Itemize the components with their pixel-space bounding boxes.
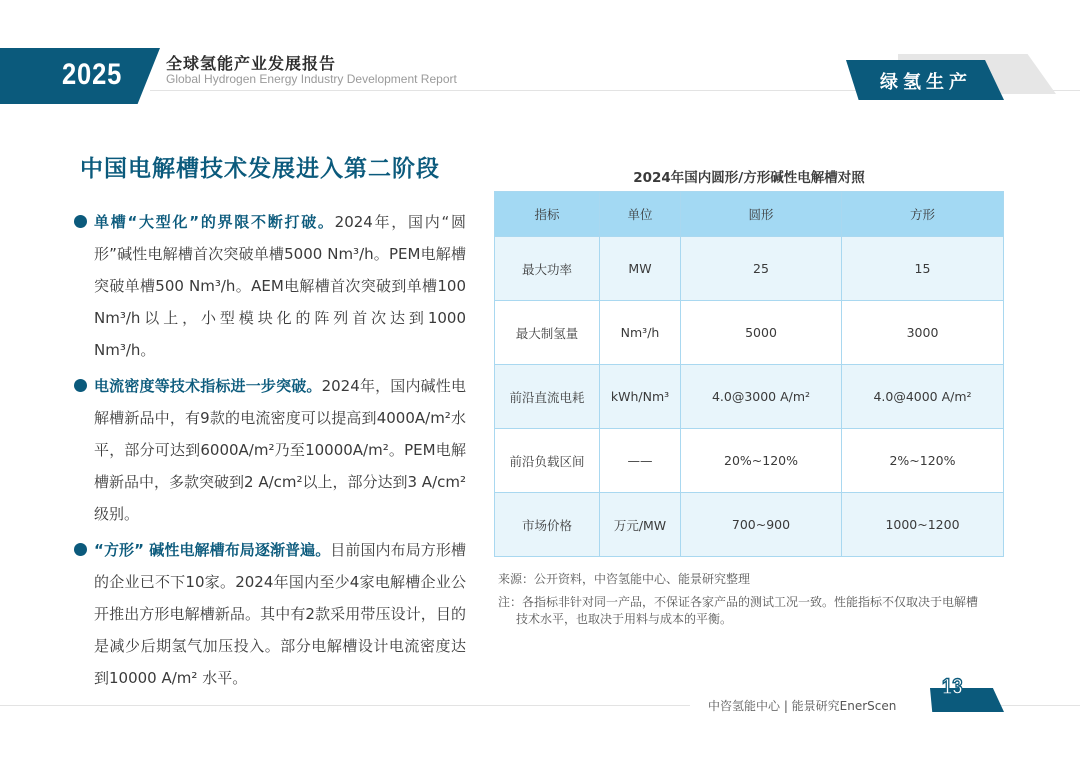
section-tag-label: 绿氢生产 [880, 72, 972, 93]
table-note-line1: 注：各指标非针对同一产品，不保证各家产品的测试工况一致。性能指标不仅取决于电解槽 [498, 595, 979, 609]
bullet-dot-icon [74, 379, 87, 392]
table-row [495, 493, 1004, 557]
cell-indicator: 市场价格 [495, 493, 600, 557]
cell-round: 20%~120% [681, 429, 842, 493]
cell-square: 2%~120% [842, 429, 1004, 493]
cell-unit: Nm³/h [600, 301, 681, 365]
cell-unit: MW [600, 237, 681, 301]
cell-indicator: 前沿负载区间 [495, 429, 600, 493]
col-header-square: 方形 [842, 192, 1004, 237]
table-note-line2: 技术水平，也取决于用料与成本的平衡。 [516, 612, 733, 626]
bullet-lead: 单槽“大型化”的界限不断打破。 [94, 213, 335, 231]
footer-org: 中咨氢能中心 | 能景研究EnerScen [708, 699, 897, 713]
cell-indicator: 最大制氢量 [495, 301, 600, 365]
table-row [495, 237, 1004, 301]
bullet-item [76, 206, 466, 366]
cell-unit: 万元/MW [600, 493, 681, 557]
bullet-dot-icon [74, 215, 87, 228]
cell-round: 25 [681, 237, 842, 301]
cell-unit: —— [600, 429, 681, 493]
footer-divider-right [1000, 705, 1080, 706]
cell-square: 4.0@4000 A/m² [842, 365, 1004, 429]
table-row [495, 429, 1004, 493]
bullet-lead: 电流密度等技术指标进一步突破。 [94, 377, 322, 395]
bullet-item [76, 370, 466, 530]
bullet-item [76, 534, 466, 694]
footer-divider-left [0, 705, 690, 706]
table-title: 2024年国内圆形/方形碱性电解槽对照 [633, 170, 865, 186]
table-note [498, 594, 1008, 628]
table-row [495, 365, 1004, 429]
table-source: 来源：公开资料，中咨氢能中心、能景研究整理 [498, 572, 751, 586]
bullet-list [76, 206, 466, 694]
cell-indicator: 前沿直流电耗 [495, 365, 600, 429]
bullet-lead: “方形” 碱性电解槽布局逐渐普遍。 [94, 541, 331, 559]
cell-round: 5000 [681, 301, 842, 365]
bullet-body: 目前国内布局方形槽的企业已不下10家。2024年国内至少4家电解槽企业公开推出方形电解槽新品。其中有2款采用带压设计，目的是减少后期氢气加压投入。部分电解槽设计电流密度达到10000 A/m² 水平。 [94, 541, 466, 687]
col-header-round: 圆形 [681, 192, 842, 237]
page-heading: 中国电解槽技术发展进入第二阶段 [80, 156, 440, 182]
cell-indicator: 最大功率 [495, 237, 600, 301]
cell-square: 3000 [842, 301, 1004, 365]
cell-square: 1000~1200 [842, 493, 1004, 557]
bullet-body: 2024年，国内碱性电解槽新品中，有9款的电流密度可以提高到4000A/m²水平，部分可达到6000A/m²乃至10000A/m²。PEM电解槽新品中，多款突破到2 A/cm²以上，部分达到3 A/cm²级别。 [94, 377, 466, 523]
page-number: 13 [941, 674, 963, 699]
col-header-indicator: 指标 [495, 192, 600, 237]
cell-round: 4.0@3000 A/m² [681, 365, 842, 429]
report-title-en: Global Hydrogen Energy Industry Development Report [166, 72, 457, 86]
comparison-table [494, 191, 1004, 557]
report-title-cn: 全球氢能产业发展报告 [166, 54, 337, 73]
bullet-body: 2024年，国内“圆形”碱性电解槽首次突破单槽5000 Nm³/h。PEM电解槽突破单槽500 Nm³/h。AEM电解槽首次突破到单槽100 Nm³/h以上，小型模块化的阵列首次达到1000 Nm³/h。 [94, 213, 466, 359]
cell-square: 15 [842, 237, 1004, 301]
table-row [495, 301, 1004, 365]
bullet-dot-icon [74, 543, 87, 556]
cell-round: 700~900 [681, 493, 842, 557]
col-header-unit: 单位 [600, 192, 681, 237]
table-header-row [495, 192, 1004, 237]
cell-unit: kWh/Nm³ [600, 365, 681, 429]
report-year: 2025 [62, 58, 123, 91]
